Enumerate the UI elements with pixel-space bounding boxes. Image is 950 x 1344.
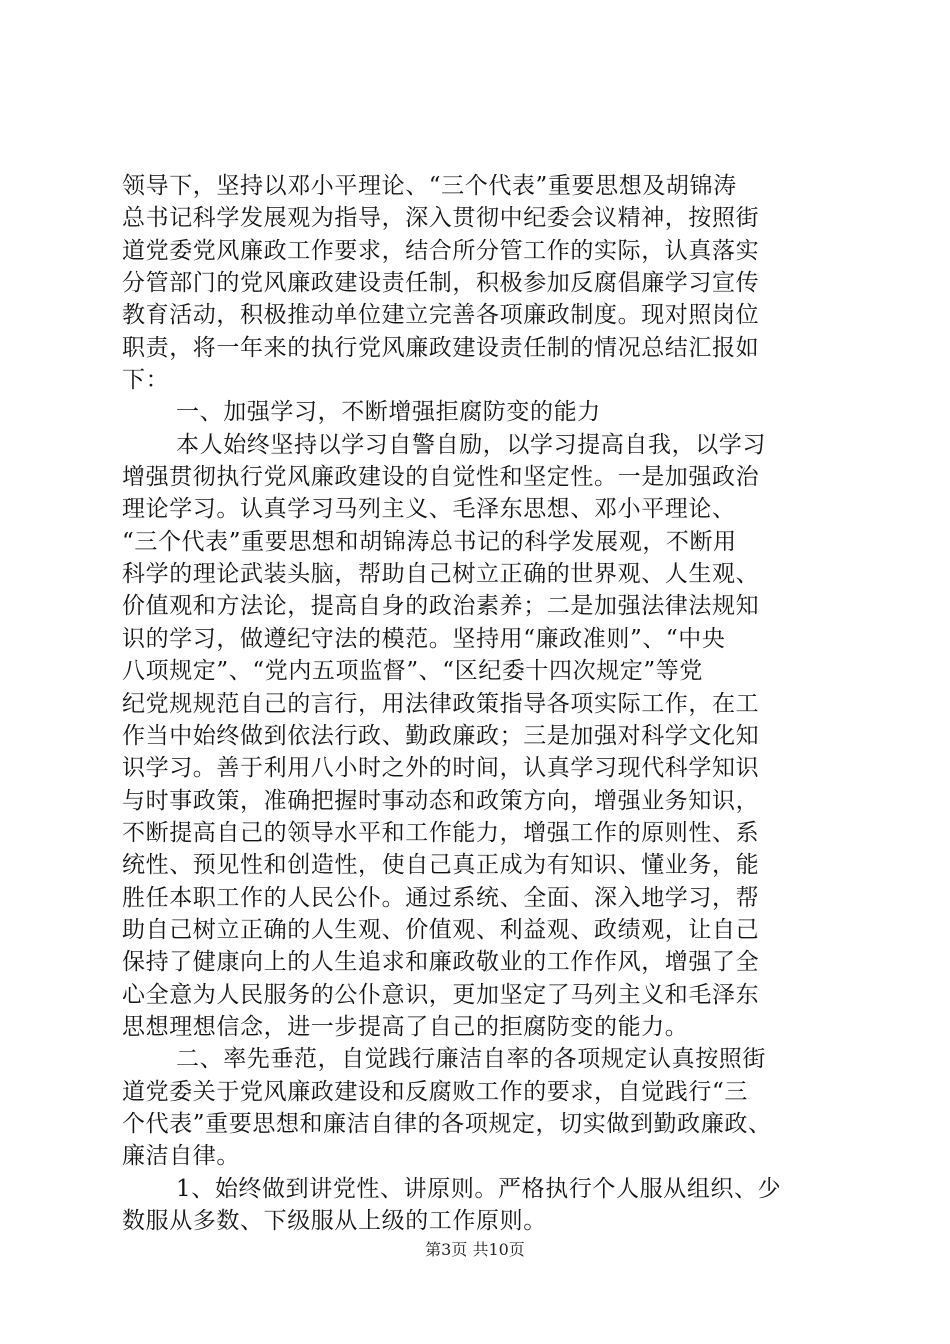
text-line: 1、始终做到讲党性、讲原则。严格执行个人服从组织、少 <box>176 1176 782 1202</box>
text-line: 分管部门的党风廉政建设责任制，积极参加反腐倡廉学习宣传 <box>122 270 760 296</box>
text-line: 本人始终坚持以学习自警自励，以学习提高自我，以学习 <box>176 432 766 458</box>
text-line: 思想理想信念，进一步提高了自己的拒腐防变的能力。 <box>122 1014 689 1040</box>
text-line: 价值观和方法论，提高自身的政治素养；二是加强法律法规知 <box>122 593 760 619</box>
text-line: 识学习。善于利用八小时之外的时间，认真学习现代科学知识 <box>122 755 760 781</box>
text-line: 增强贯彻执行党风廉政建设的自觉性和坚定性。一是加强政治 <box>122 464 760 490</box>
text-line: 识的学习，做遵纪守法的模范。坚持用“廉政准则”、“中央 <box>122 626 726 652</box>
text-line: “三个代表”重要思想和胡锦涛总书记的科学发展观，不断用 <box>122 529 737 555</box>
text-line: 总书记科学发展观为指导，深入贯彻中纪委会议精神，按照街 <box>122 205 760 231</box>
text-line: 科学的理论武装头脑，帮助自己树立正确的世界观、人生观、 <box>122 561 760 587</box>
text-line: 教育活动，积极推动单位建立完善各项廉政制度。现对照岗位 <box>122 302 760 328</box>
text-line: 个代表”重要思想和廉洁自律的各项规定，切实做到勤政廉政、 <box>122 1111 772 1137</box>
text-line: 作当中始终做到依法行政、勤政廉政；三是加强对科学文化知 <box>122 723 760 749</box>
text-line: 八项规定”、“党内五项监督”、“区纪委十四次规定”等党 <box>122 658 703 684</box>
text-line: 道党委关于党风廉政建设和反腐败工作的要求，自觉践行“三 <box>122 1079 748 1105</box>
text-line: 胜任本职工作的人民公仆。通过系统、全面、深入地学习，帮 <box>122 885 760 911</box>
text-line: 廉洁自律。 <box>122 1143 240 1169</box>
text-line: 领导下，坚持以邓小平理论、“三个代表”重要思想及胡锦涛 <box>122 173 737 199</box>
text-line: 道党委党风廉政工作要求，结合所分管工作的实际，认真落实 <box>122 238 760 264</box>
page-footer: 第3页 共10页 <box>425 1240 525 1259</box>
text-line: 理论学习。认真学习马列主义、毛泽东思想、邓小平理论、 <box>122 496 736 522</box>
section-heading: 一、加强学习，不断增强拒腐防变的能力 <box>176 399 601 425</box>
section-heading: 二、率先垂范，自觉践行廉洁自率的各项规定认真按照街 <box>176 1046 766 1072</box>
text-line: 统性、预见性和创造性，使自己真正成为有知识、懂业务，能 <box>122 852 760 878</box>
text-line: 职责，将一年来的执行党风廉政建设责任制的情况总结汇报如 <box>122 335 760 361</box>
text-line: 助自己树立正确的人生观、价值观、利益观、政绩观，让自己 <box>122 917 760 943</box>
text-line: 不断提高自己的领导水平和工作能力，增强工作的原则性、系 <box>122 820 760 846</box>
text-line: 下： <box>122 367 170 393</box>
text-line: 心全意为人民服务的公仆意识，更加坚定了马列主义和毛泽东 <box>122 982 760 1008</box>
text-line: 纪党规规范自己的言行，用法律政策指导各项实际工作，在工 <box>122 691 760 717</box>
text-line: 与时事政策，准确把握时事动态和政策方向，增强业务知识， <box>122 788 760 814</box>
text-line: 保持了健康向上的人生追求和廉政敬业的工作作风，增强了全 <box>122 949 760 975</box>
text-line: 数服从多数、下级服从上级的工作原则。 <box>122 1208 547 1234</box>
